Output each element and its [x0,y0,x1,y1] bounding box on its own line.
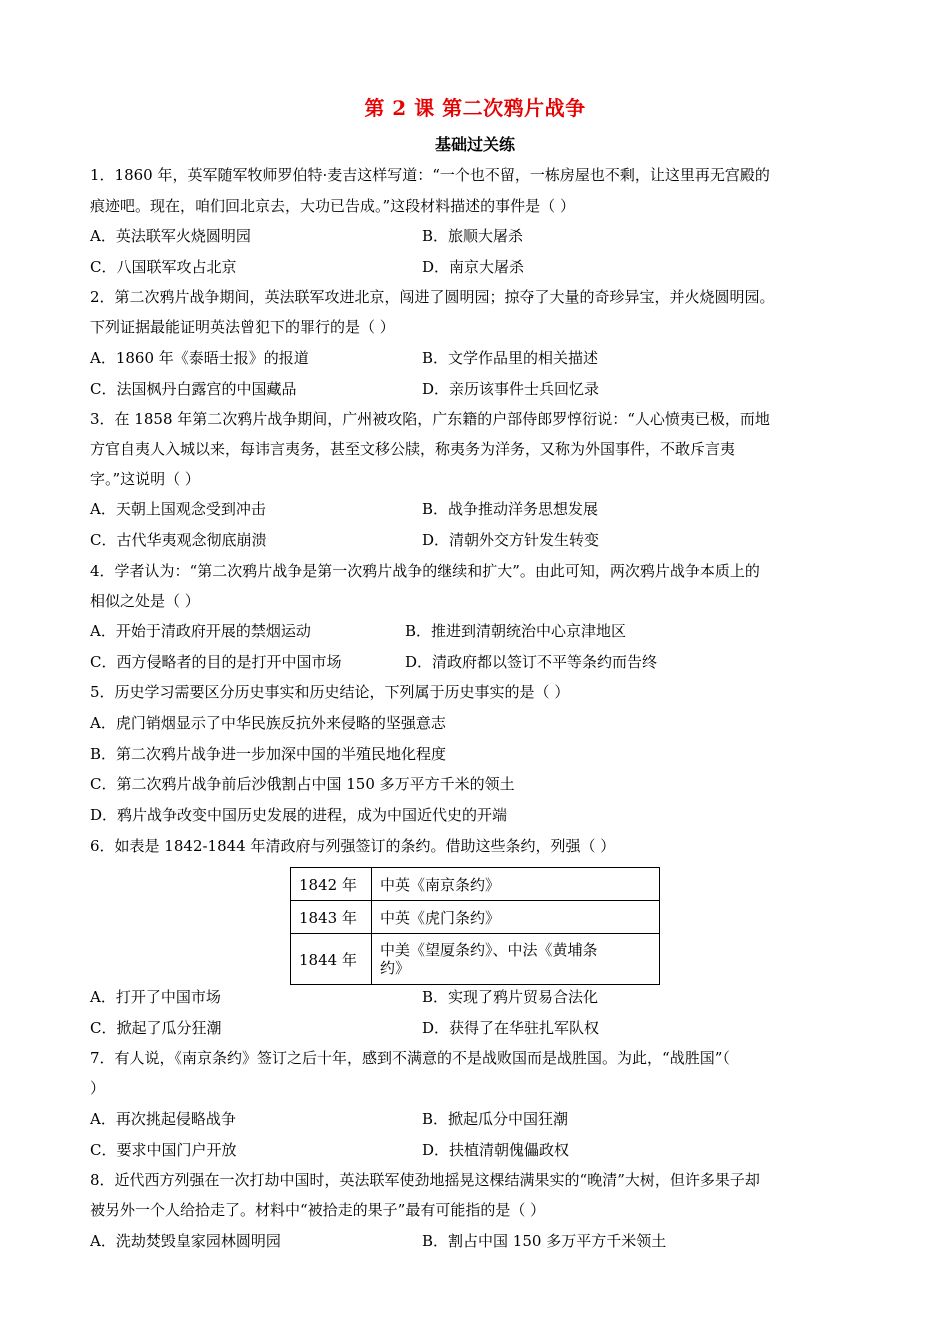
question-8-text: 8．近代西方列强在一次打劫中国时，英法联军使劲地摇晃这棵结满果实的“晚清”大树，但许多果子却 [90,1171,760,1189]
table-cell-treaty: 中英《南京条约》 [372,868,660,901]
table-cell-year: 1843 年 [291,901,372,934]
question-7-option-d: D．扶植清朝傀儡政权 [422,1141,570,1159]
question-3-option-a: A．天朝上国观念受到冲击 [90,500,266,518]
question-3-option-b: B．战争推动洋务思想发展 [422,500,599,518]
lesson-title: 第 2 课 第二次鸦片战争 [364,96,586,120]
table-cell-treaty [372,934,660,985]
question-5-text: 5．历史学习需要区分历史事实和历史结论，下列属于历史事实的是（ ） [90,683,570,701]
section-subtitle: 基础过关练 [434,135,515,154]
question-7-text: 7．有人说，《南京条约》签订之后十年，感到不满意的不是战败国而是战胜国。为此，“战胜国”（ [90,1049,730,1067]
question-1-option-d: D．南京大屠杀 [422,258,525,276]
table-cell-treaty-line: 约》 [380,959,411,977]
table-row [291,934,660,985]
question-2-option-d: D．亲历该事件士兵回忆录 [422,380,600,398]
table-row [291,901,660,934]
table-cell-year: 1844 年 [291,934,372,985]
question-1-text: 痕迹吧。现在，咱们回北京去，大功已告成。”这段材料描述的事件是（ ） [90,197,575,215]
question-8-option-a: A．洗劫焚毁皇家园林圆明园 [90,1232,281,1250]
question-1-option-b: B．旅顺大屠杀 [422,227,524,245]
question-5-option-d: D．鸦片战争改变中国历史发展的进程，成为中国近代史的开端 [90,806,508,824]
table-row [291,868,660,901]
treaty-table [290,867,660,985]
question-4-option-b: B．推进到清朝统治中心京津地区 [405,622,627,640]
question-6-option-b: B．实现了鸦片贸易合法化 [422,988,599,1006]
question-5-option-a: A．虎门销烟显示了中华民族反抗外来侵略的坚强意志 [90,714,446,732]
table-cell-year: 1842 年 [291,868,372,901]
question-1-option-a: A．英法联军火烧圆明园 [90,227,251,245]
question-6-text: 6．如表是 1842-1844 年清政府与列强签订的条约。借助这些条约，列强（ ） [90,837,616,855]
question-4-text: 相似之处是（ ） [90,592,200,610]
question-6-option-d: D．获得了在华驻扎军队权 [422,1019,600,1037]
question-1-option-c: C．八国联军攻占北京 [90,258,237,276]
question-2-option-c: C．法国枫丹白露宫的中国藏品 [90,380,297,398]
question-5-option-c: C．第二次鸦片战争前后沙俄割占中国 150 多万平方千米的领土 [90,775,515,793]
question-3-option-c: C．古代华夷观念彻底崩溃 [90,531,267,549]
question-6-option-c: C．掀起了瓜分狂潮 [90,1019,222,1037]
question-8-text: 被另外一个人给拾走了。材料中“被拾走的果子”最有可能指的是（ ） [90,1201,546,1219]
table-cell-treaty: 中英《虎门条约》 [372,901,660,934]
question-8-option-b: B．割占中国 150 多万平方千米领土 [422,1232,667,1250]
question-7-option-a: A．再次挑起侵略战争 [90,1110,236,1128]
question-3-text: 方官自夷人入城以来，每讳言夷务，甚至文移公牍，称夷务为洋务，又称为外国事件，不敢斥言夷 [90,440,736,458]
question-7-option-c: C．要求中国门户开放 [90,1141,237,1159]
question-1-text: 1．1860 年，英军随军牧师罗伯特·麦吉这样写道：“一个也不留，一栋房屋也不剩，让这里再无宫殿的 [90,166,770,184]
question-4-option-a: A．开始于清政府开展的禁烟运动 [90,622,311,640]
question-2-text: 2．第二次鸦片战争期间，英法联军攻进北京，闯进了圆明园；掠夺了大量的奇珍异宝，并火烧圆明园。 [90,288,775,306]
question-3-option-d: D．清朝外交方针发生转变 [422,531,600,549]
question-2-option-b: B．文学作品里的相关描述 [422,349,599,367]
question-7-text: ） [90,1079,106,1097]
question-6-option-a: A．打开了中国市场 [90,988,221,1006]
table-cell-treaty-line: 中美《望厦条约》、中法《黄埔条 [380,941,598,959]
question-2-option-a: A．1860 年《泰晤士报》的报道 [90,349,309,367]
question-4-option-d: D．清政府都以签订不平等条约而告终 [405,653,658,671]
question-3-text: 3．在 1858 年第二次鸦片战争期间，广州被攻陷，广东籍的户部侍郎罗惇衍说：“人心愤夷已极，而地 [90,410,770,428]
question-4-text: 4．学者认为：“第二次鸦片战争是第一次鸦片战争的继续和扩大”。由此可知，两次鸦片战争本质上的 [90,562,760,580]
question-2-text: 下列证据最能证明英法曾犯下的罪行的是（ ） [90,318,395,336]
question-5-option-b: B．第二次鸦片战争进一步加深中国的半殖民地化程度 [90,745,447,763]
question-7-option-b: B．掀起瓜分中国狂潮 [422,1110,569,1128]
question-3-text: 字。”这说明（ ） [90,470,200,488]
question-4-option-c: C．西方侵略者的目的是打开中国市场 [90,653,342,671]
